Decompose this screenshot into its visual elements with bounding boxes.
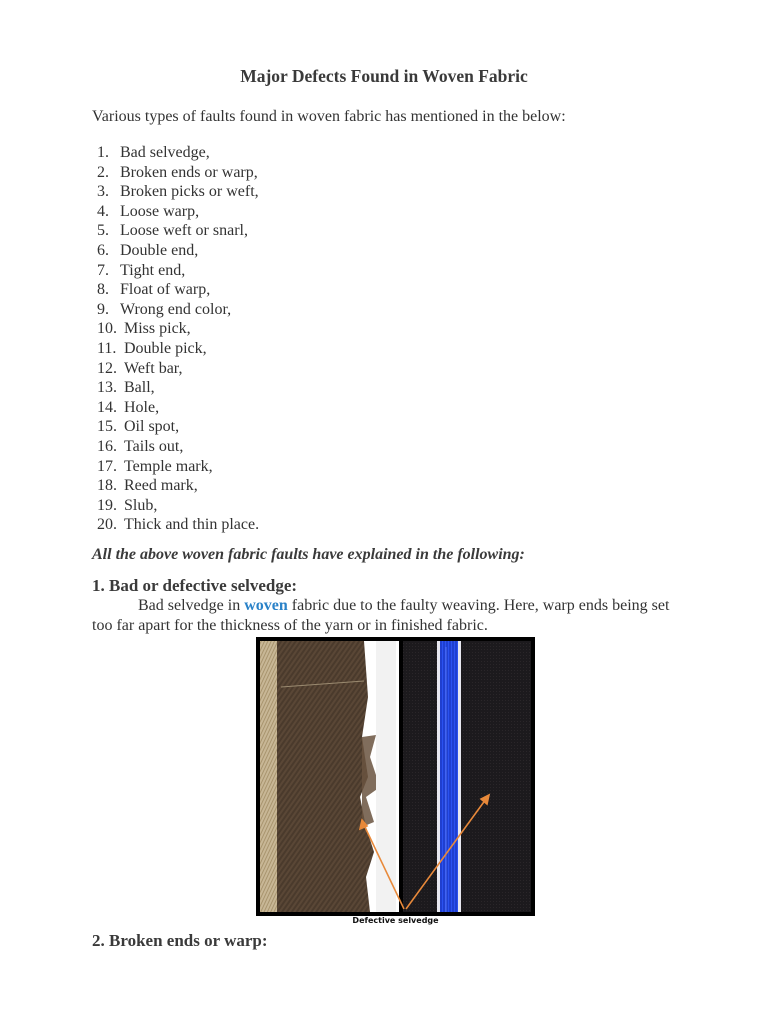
defect-list-item [97, 300, 259, 320]
defect-list-item [97, 163, 259, 183]
defect-list-item [97, 202, 259, 222]
defect-text: Thick and thin place. [124, 516, 260, 534]
defect-text: Loose warp, [120, 202, 200, 220]
defect-text: Double pick, [124, 339, 207, 357]
defect-list-item [97, 398, 259, 418]
defect-list-item [97, 182, 259, 202]
defect-number: 13. [97, 379, 117, 397]
para-text-before: Bad selvedge in [138, 597, 241, 614]
defect-text: Float of warp, [120, 281, 211, 299]
defect-number: 6. [97, 241, 109, 259]
defect-text: Miss pick, [124, 320, 191, 338]
defect-number: 11. [97, 339, 117, 357]
para-text-after: fabric due to the faulty weaving. Here, warp ends being set too far apart for the thickness of the yarn or in finished fabric. [92, 597, 670, 634]
defect-text: Hole, [124, 398, 160, 416]
defect-text: Double end, [120, 241, 199, 259]
defect-list-item [97, 221, 259, 241]
left-fabric-panel [260, 641, 399, 912]
defect-number: 7. [97, 261, 109, 279]
defect-number: 9. [97, 300, 109, 318]
defect-list-item [97, 476, 259, 496]
defect-text: Broken ends or warp, [120, 163, 258, 181]
defect-number: 5. [97, 222, 109, 240]
woven-link[interactable]: woven [244, 597, 288, 614]
lead-sentence: All the above woven fabric faults have explained in the following: [92, 546, 525, 563]
defect-number: 2. [97, 163, 109, 181]
defect-text: Weft bar, [124, 359, 183, 377]
defect-number: 3. [97, 183, 109, 201]
defect-list-item [97, 261, 259, 281]
defect-text: Wrong end color, [120, 300, 232, 318]
defect-list-item [97, 339, 259, 359]
section-1-heading: 1. Bad or defective selvedge: [92, 576, 298, 595]
intro-paragraph: Various types of faults found in woven fabric has mentioned in the below: [92, 108, 566, 125]
defect-list-item [97, 496, 259, 516]
section-2-heading: 2. Broken ends or warp: [92, 931, 268, 950]
defect-number: 19. [97, 496, 117, 514]
defect-number: 4. [97, 202, 109, 220]
defect-list-item [97, 378, 259, 398]
defect-text: Tails out, [124, 437, 184, 455]
defect-text: Loose weft or snarl, [120, 222, 248, 240]
defect-number: 17. [97, 457, 117, 475]
figure-caption: Defective selvedge [352, 916, 439, 925]
defect-list-item [97, 280, 259, 300]
defect-number: 8. [97, 281, 109, 299]
defect-text: Reed mark, [124, 477, 198, 495]
defect-list-item [97, 457, 259, 477]
defect-list-item [97, 437, 259, 457]
defect-list-item [97, 143, 259, 163]
defect-number: 1. [97, 144, 109, 161]
defect-number: 12. [97, 359, 117, 377]
defect-number: 15. [97, 418, 117, 436]
defect-number: 18. [97, 477, 117, 495]
defect-list-item [97, 319, 259, 339]
defect-number: 10. [97, 320, 117, 338]
tan-selvedge-edge [260, 641, 277, 912]
defect-text: Temple mark, [124, 457, 213, 475]
section-1-paragraph [92, 596, 682, 636]
defect-list-item [97, 359, 259, 379]
defect-text: Broken picks or weft, [120, 183, 259, 201]
defect-text: Slub, [124, 496, 158, 514]
blue-selvedge-stripe [440, 641, 458, 912]
defect-number: 20. [97, 516, 117, 534]
defect-text: Oil spot, [124, 418, 180, 436]
defect-list-item [97, 417, 259, 437]
right-fabric-panel [403, 641, 531, 912]
defective-selvedge-figure [256, 637, 535, 927]
document-title: Major Defects Found in Woven Fabric [240, 66, 528, 86]
black-fabric [403, 641, 531, 912]
defect-number: 14. [97, 398, 117, 416]
defect-text: Tight end, [120, 261, 186, 279]
defect-number: 16. [97, 437, 117, 455]
defect-list-item [97, 515, 259, 535]
defects-list [97, 143, 259, 535]
defect-text: Ball, [124, 379, 155, 397]
defect-text: Bad selvedge, [120, 144, 210, 161]
defect-list-item [97, 241, 259, 261]
